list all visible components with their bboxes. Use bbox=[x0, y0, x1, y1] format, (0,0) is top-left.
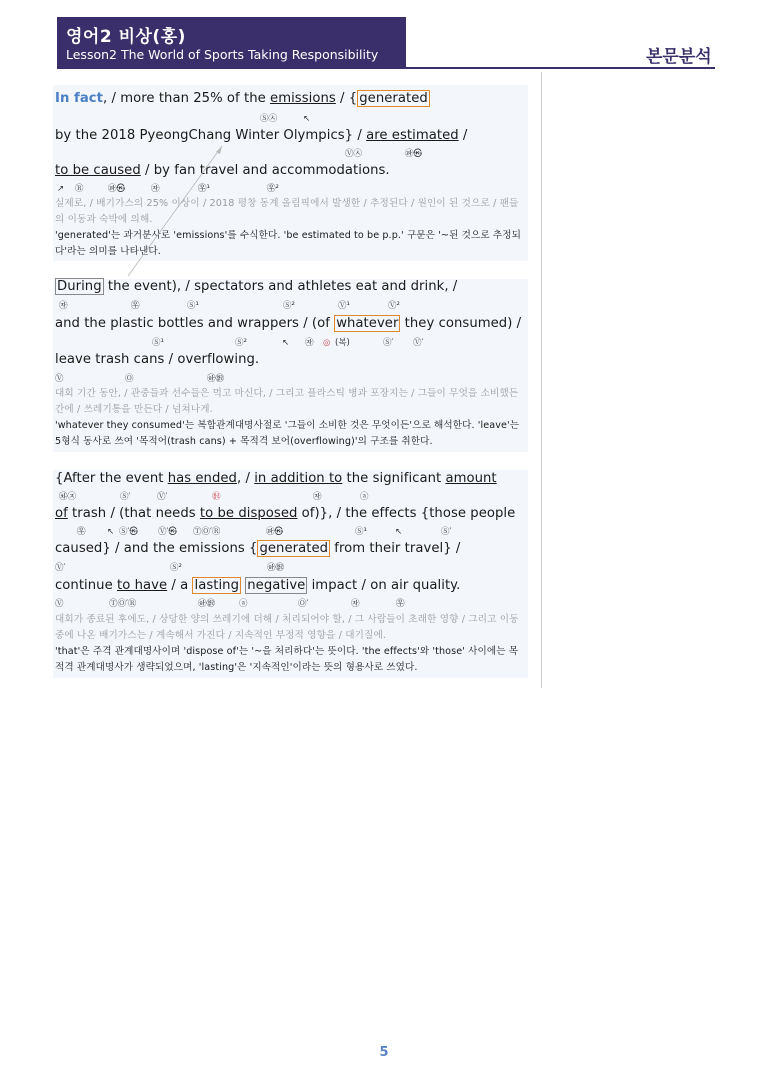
p2-annotation-2: Ⓢ¹ Ⓢ² ↖ ㉶ ◎ (복) Ⓢ′ Ⓥ′ bbox=[152, 338, 424, 348]
p2-annotation-3: Ⓥ Ⓞ ㉻㉼ bbox=[55, 374, 225, 384]
lesson-subtitle: Lesson2 The World of Sports Taking Responsibility bbox=[66, 47, 379, 62]
p3-negative-box: negative bbox=[247, 578, 306, 593]
p2-note: 'whatever they consumed'는 복합관계대명사절로 '그들이 소비한 것은 무엇이든'으로 해석한다. 'leave'는 5형식 동사로 쓰여 '목적어(trash cans) + 목적격 보어(overflowing)'의 구조를 취한다. bbox=[55, 420, 520, 447]
p3-line-4: continue to have / a lasting negative impact / on air quality. bbox=[55, 578, 461, 593]
p1-generated-box: generated bbox=[359, 91, 428, 106]
section-label: 본문분석 bbox=[646, 47, 712, 67]
p2-line-3: leave trash cans / overflowing. bbox=[55, 352, 260, 367]
p3-annotation-4: Ⓥ ⓉⓄ′Ⓡ ㉻㉼ ⓐ Ⓞ′ ㉶ ㉾ bbox=[55, 599, 405, 609]
p1-annotation-1: Ⓢ㉦ ↖ bbox=[260, 114, 311, 124]
p1-line-2: by the 2018 PyeongChang Winter Olympics} / are estimated / bbox=[55, 128, 468, 143]
p1-annotation-3: ↗ Ⓡ ㉺㉿ ㉶ ㉾¹ ㉾² bbox=[57, 184, 279, 194]
p2-translation: 대회 기간 동안, / 관중들과 선수들은 먹고 마신다, / 그리고 플라스틱 병과 포장지는 / 그들이 무엇을 소비했든 간에 / 쓰레기통을 만든다 / 넘쳐나게. bbox=[55, 388, 519, 415]
p1-translation: 실제로, / 배기가스의 25% 이상이 / 2018 평창 동계 올림픽에서 발생한 / 추정된다 / 원인이 된 것으로 / 팬들의 이동과 숙박에 의해. bbox=[55, 198, 519, 225]
p2-annotation-1: ㉶ ㉾ Ⓢ¹ Ⓢ² Ⓥ¹ Ⓥ² bbox=[59, 301, 400, 311]
p3-line-1: {After the event has ended, / in addition to the significant amount bbox=[55, 471, 497, 486]
p1-note: 'generated'는 과거분사로 'emissions'를 수식한다. 'be estimated to be p.p.' 구문은 '~된 것으로 추정되다'라는 의미를 나타낸다. bbox=[55, 230, 521, 257]
p3-annotation-1: ㉷㉨ Ⓢ′ Ⓥ′ ㉼ ㉶ ⓐ bbox=[59, 492, 369, 502]
p3-lasting-box: lasting bbox=[194, 578, 240, 593]
p1-in-fact: In fact bbox=[55, 91, 103, 106]
p3-translation: 대회가 종료된 후에도, / 상당한 양의 쓰레기에 더해 / 처리되어야 할, / 그 사람들이 초래한 영향 / 그리고 이동 중에 나온 배기가스는 / 계속해서 가진다 / 지속적인 부정적 영향을 / 대기질에. bbox=[55, 614, 519, 641]
p3-line-3: caused} / and the emissions { generated from their travel} / bbox=[55, 541, 461, 556]
p2-line-2: and the plastic bottles and wrappers / (of whatever they consumed) / bbox=[55, 316, 522, 331]
p2-line-1: During the event), / spectators and athletes eat and drink, / bbox=[57, 279, 458, 294]
p3-annotation-2: ㉾ ↖ Ⓢ′㉿ Ⓥ′㉿ ⓉⓄ′Ⓡ ㉺㉿ Ⓢ¹ ↖ Ⓢ′ bbox=[77, 527, 452, 537]
p3-line-2: of trash / (that needs to be disposed of)}, / the effects {those people bbox=[55, 506, 516, 521]
p3-note: 'that'은 주격 관계대명사이며 'dispose of'는 '~을 처리하다'는 뜻이다. 'the effects'와 'those' 사이에는 목적격 관계대명사가 생략되었으며, 'lasting'은 '지속적인'이라는 뜻의 형용사로 쓰였다. bbox=[55, 646, 519, 673]
p1-annotation-2: Ⓥ㉦ ㉺㉿ bbox=[345, 149, 423, 159]
p3-annotation-3: Ⓥ′ Ⓢ² ㉻㉼ bbox=[55, 563, 285, 573]
p2-whatever-box: whatever bbox=[336, 316, 399, 331]
page-number: 5 bbox=[379, 1045, 389, 1060]
p1-line-3: to be caused / by fan travel and accommodations. bbox=[55, 163, 390, 178]
p3-generated-box: generated bbox=[259, 541, 329, 556]
p1-line-1: In fact, / more than 25% of the emissions / { generated bbox=[55, 91, 428, 106]
book-title: 영어2 비상(홍) bbox=[66, 27, 186, 47]
